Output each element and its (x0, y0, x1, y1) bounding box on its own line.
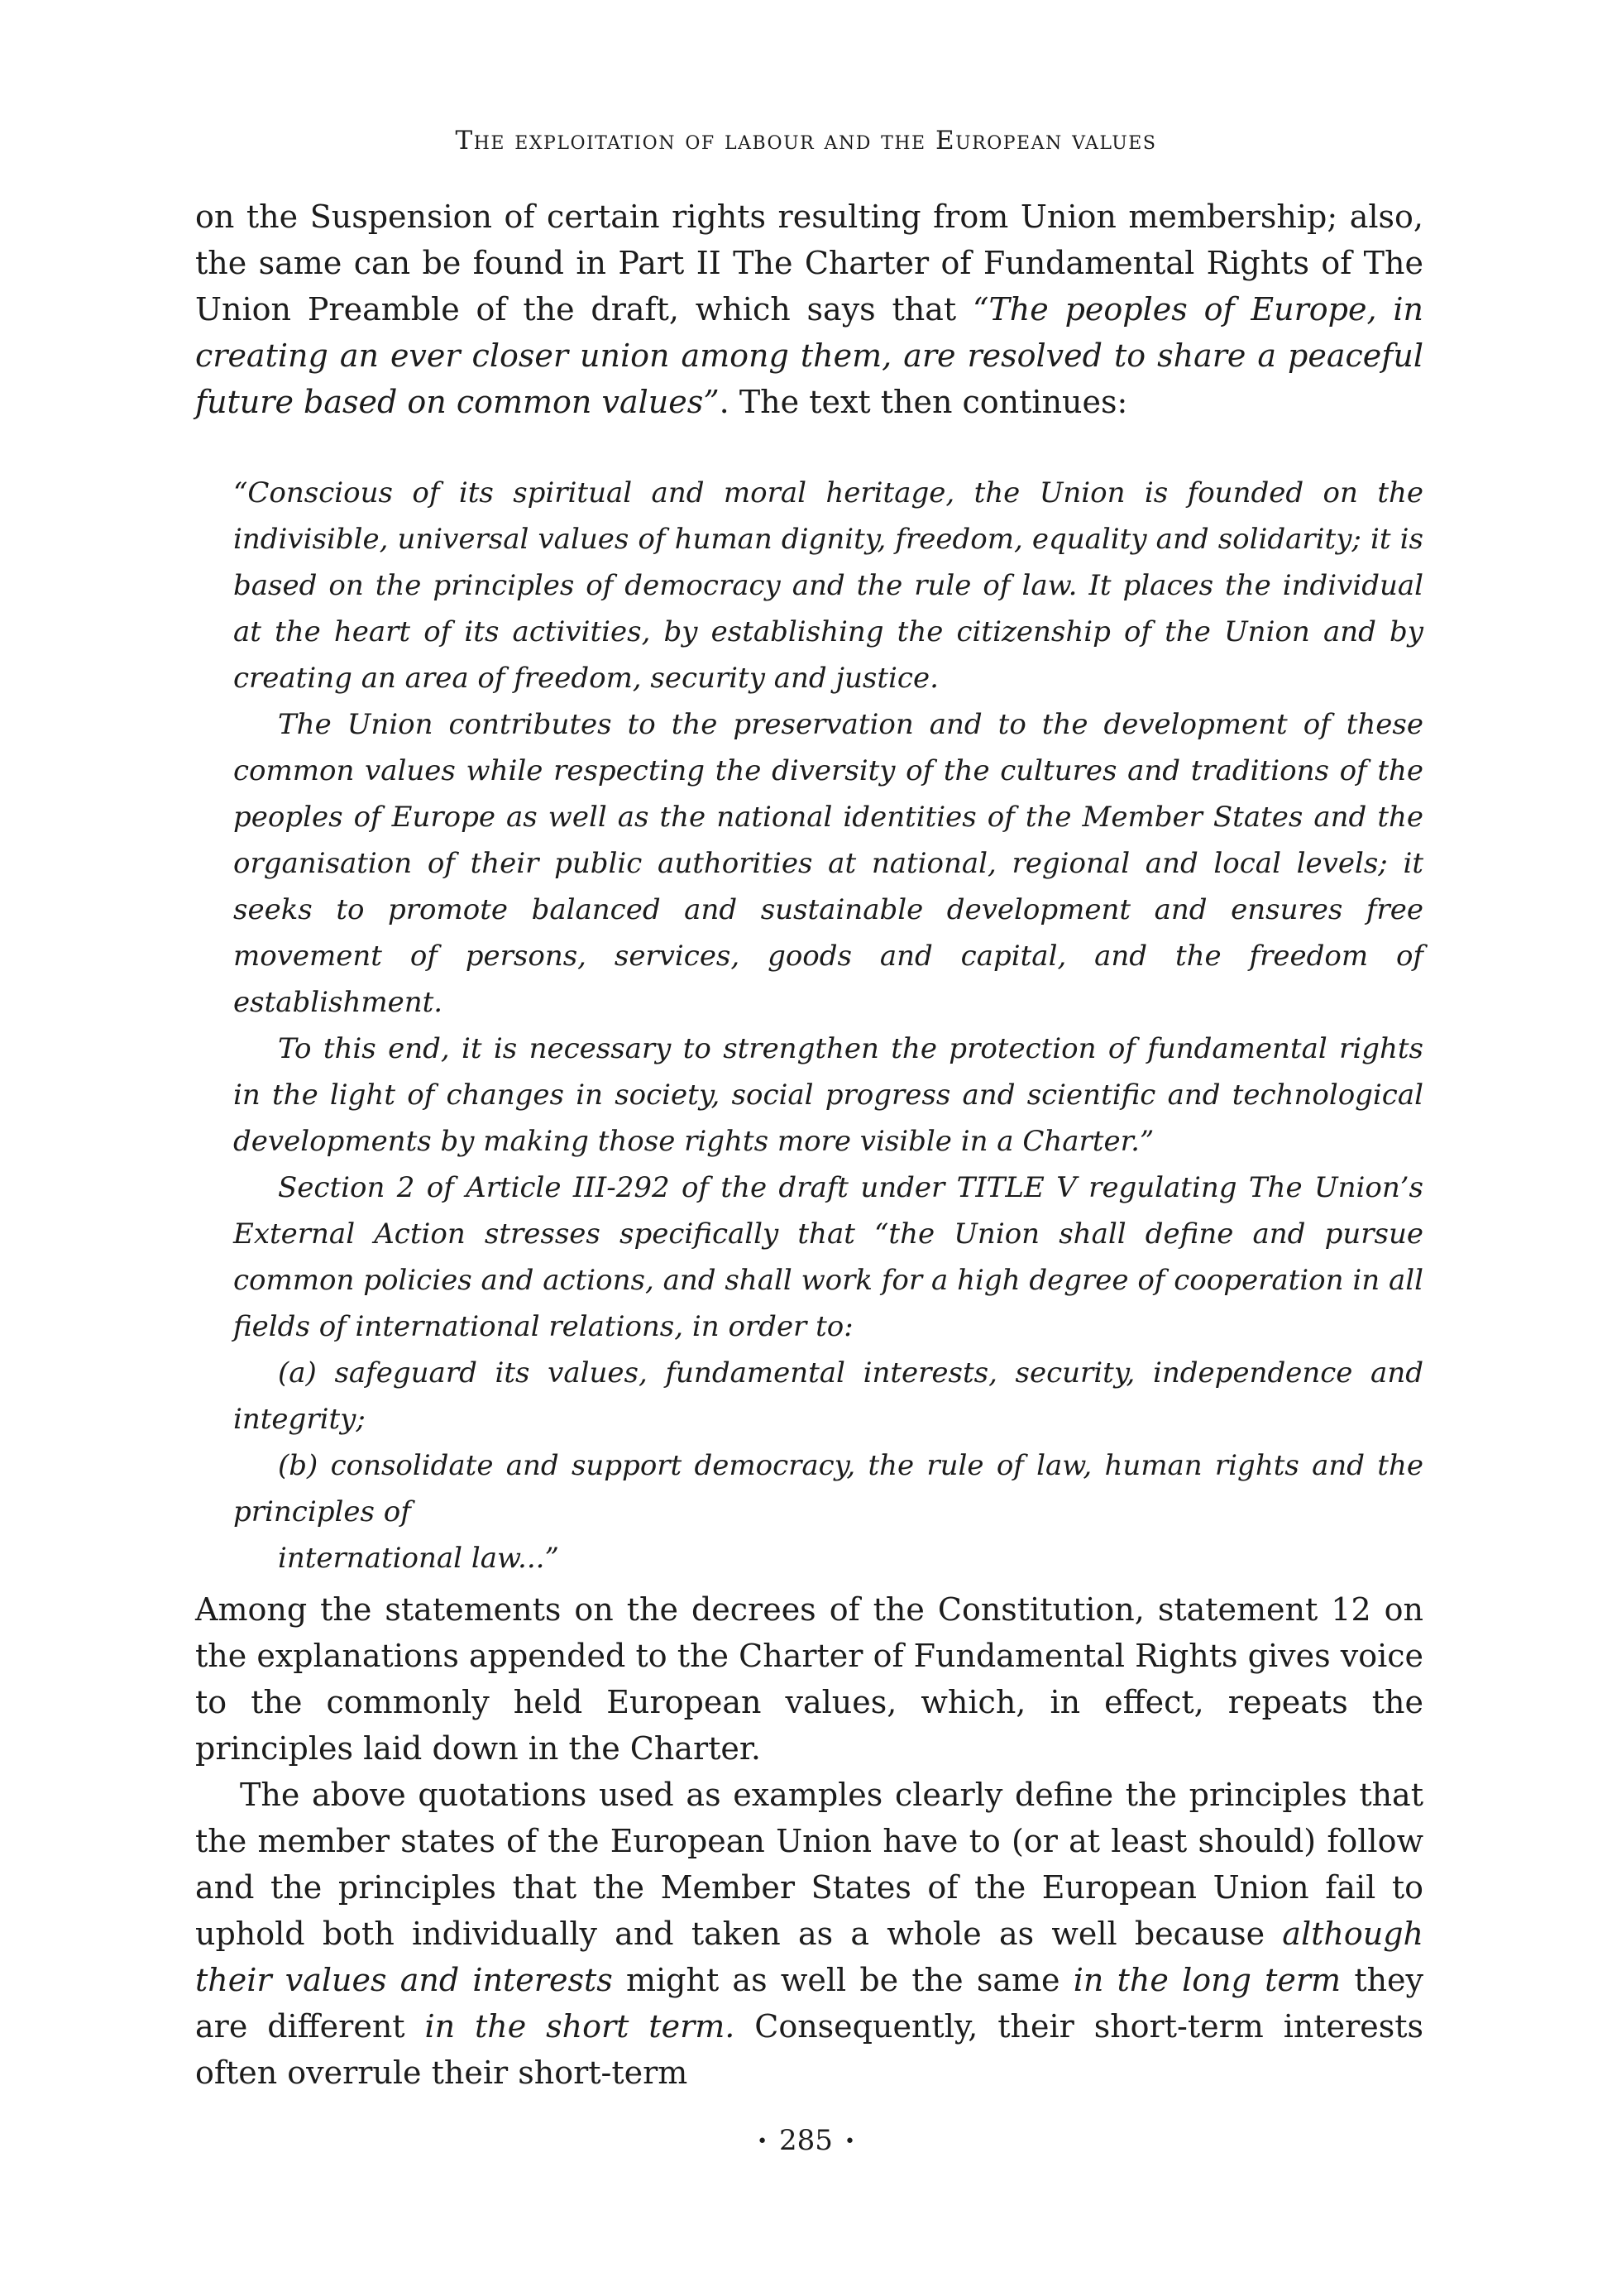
final-em-1: although their values and interests (195, 1916, 1423, 1998)
block-quote-para-2: The Union contributes to the preservation and to the development of these common values while respecting the diversity of the cultures and traditions of the peoples of Europe as well as the national identities of the Member States and the organisation of their public authorities at national, regional and local levels; it seeks to promote balanced and sustainable development and ensures free movement of persons, services, goods and capital, and the freedom of establishment. (233, 708, 1423, 1019)
statements-text: Among the statements on the decrees of the Constitution, statement 12 on the explanations appended to the Charter of Fundamental Rights gives voice to the commonly held European values, which, in effect, repeats the principles laid down in the Charter. (195, 1591, 1423, 1767)
final-text-d: Consequently, their short-term interests often overrule their short-term (195, 2008, 1424, 2091)
block-quote (233, 470, 1423, 1581)
block-quote-para-3: To this end, it is necessary to strengthen the protection of fundamental rights in the light of changes in society, social progress and scientific and technological developments by making those rights more visible in a Charter.” (233, 1032, 1423, 1158)
block-quote-para-1: “Conscious of its spiritual and moral heritage, the Union is founded on the indivisible, universal values of human dignity, freedom, equality and solidarity; it is based on the principles of democracy and the rule of law. It places the individual at the heart of its activities, by establishing the citizenship of the Union and by creating an area of freedom, security and justice. (233, 476, 1423, 695)
page-number-footer (0, 2124, 1612, 2159)
block-quote-para-4: Section 2 of Article III-292 of the draft under TITLE V regulating The Union’s External Action stresses specifically that “the Union shall define and pursue common policies and actions, and shall work for a high degree of cooperation in all fields of international relations, in order to: (233, 1171, 1423, 1343)
block-quote-item-a: (a) safeguard its values, fundamental interests, security, independence and integrity; (233, 1356, 1423, 1436)
paragraph-final (195, 1772, 1423, 2096)
final-text-a: The above quotations used as examples clearly define the principles that the member states of the European Union have to (or at least should) follow and the principles that the Member States of the European Union fail to uphold both individually and taken as a whole as well because (195, 1777, 1423, 1952)
intro-text-a: on the Suspension of certain rights resulting from Union membership; also, the same can be found in Part II The Charter of Fundamental Rights of The Union Preamble of the draft, which says that (195, 199, 1423, 328)
intro-text-b: . The text then continues: (719, 384, 1128, 420)
final-em-2: in the long term (1073, 1962, 1342, 1998)
intro-quote: “The peoples of Europe, in creating an ever closer union among them, are resolved to share a peaceful future based on common values” (195, 291, 1423, 420)
final-text-c: they are different (195, 1962, 1424, 2045)
bullet-icon-left: • (757, 2131, 768, 2152)
block-quote-item-b: (b) consolidate and support democracy, the rule of law, human rights and the principles of (233, 1449, 1423, 1528)
paragraph-intro (195, 194, 1423, 425)
final-text-b: might as well be the same (612, 1962, 1074, 1998)
page-number: 285 (779, 2124, 833, 2157)
final-em-3: in the short term. (424, 2008, 735, 2045)
paragraph-statements (195, 1586, 1423, 1772)
block-quote-item-b-cont: international law...” (278, 1542, 559, 1575)
bullet-icon-right: • (844, 2131, 855, 2152)
running-head: The exploitation of labour and the European values (455, 126, 1157, 155)
